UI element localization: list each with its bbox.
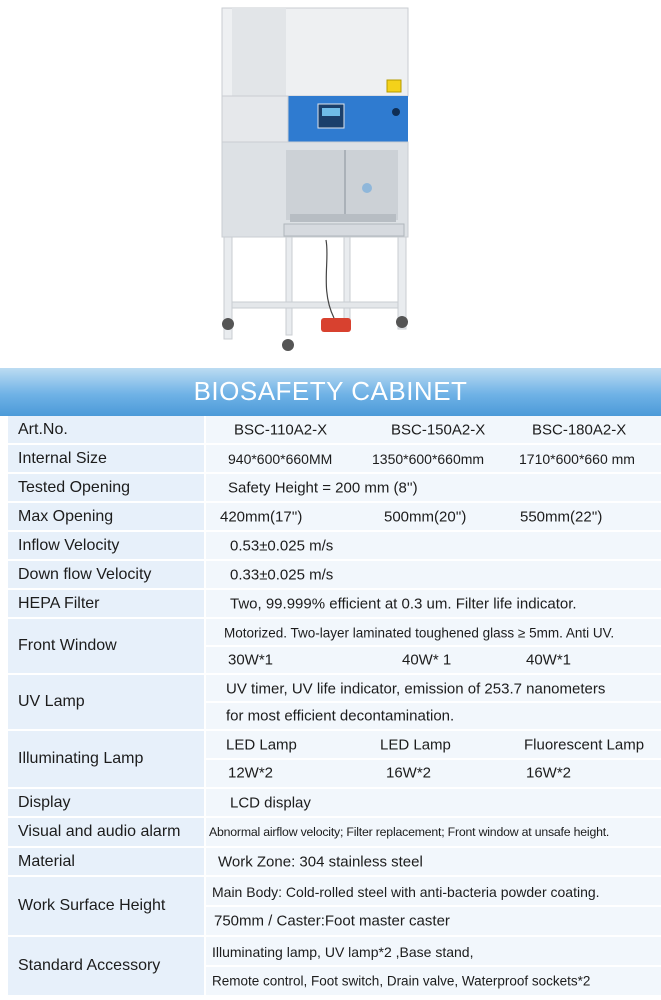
inflow-velocity-value: 0.53±0.025 m/s <box>230 537 334 554</box>
lamp-power-180: 16W*2 <box>526 764 572 782</box>
front-window-description: Motorized. Two-layer laminated toughened glass ≥ 5mm. Anti UV. <box>224 625 615 640</box>
row-internal-size <box>8 445 661 472</box>
accessory-line-2: Remote control, Foot switch, Drain valve, Waterproof sockets*2 <box>212 973 591 988</box>
lamp-power-110: 12W*2 <box>228 764 274 782</box>
down-flow-velocity-value: 0.33±0.025 m/s <box>230 566 334 583</box>
hepa-filter-value: Two, 99.999% efficient at 0.3 um. Filter life indicator. <box>230 595 577 612</box>
uv-lamp-line-1: UV timer, UV life indicator, emission of 253.7 nanometers <box>226 680 606 697</box>
model-110: BSC-110A2-X <box>234 421 328 438</box>
row-standard-accessory <box>8 937 661 995</box>
lamp-type-110: LED Lamp <box>226 736 297 754</box>
row-label: Work Surface Height <box>18 897 166 914</box>
row-uv-lamp <box>8 675 661 729</box>
product-photo <box>0 0 661 368</box>
row-material <box>8 848 661 875</box>
page-title: BIOSAFETY CABINET <box>193 376 468 406</box>
biosafety-cabinet-illustration <box>0 0 661 368</box>
row-label: Art.No. <box>18 420 68 438</box>
model-180: BSC-180A2-X <box>532 421 627 438</box>
front-window-180: 40W*1 <box>526 651 572 668</box>
title-banner <box>0 368 661 416</box>
max-opening-180: 550mm(22'') <box>520 508 603 525</box>
row-illuminating-lamp <box>8 731 661 787</box>
row-label: Display <box>18 793 71 811</box>
row-front-window <box>8 619 661 673</box>
row-work-surface-height <box>8 877 661 935</box>
row-inflow-velocity <box>8 532 661 559</box>
tested-opening-value: Safety Height = 200 mm (8'') <box>228 479 418 496</box>
row-label: Visual and audio alarm <box>18 823 181 840</box>
accessory-line-1: Illuminating lamp, UV lamp*2 ,Base stand, <box>212 943 474 960</box>
row-label: Internal Size <box>18 449 107 467</box>
row-label: Illuminating Lamp <box>18 750 144 767</box>
row-tested-opening <box>8 474 661 501</box>
lamp-power-150: 16W*2 <box>386 764 432 782</box>
main-body-value: Main Body: Cold-rolled steel with anti-bacteria powder coating. <box>212 883 600 900</box>
row-label: HEPA Filter <box>18 594 100 612</box>
alarm-value: Abnormal airflow velocity; Filter replacement; Front window at unsafe height. <box>209 825 610 839</box>
model-150: BSC-150A2-X <box>391 421 486 438</box>
lamp-type-180: Fluorescent Lamp <box>524 736 645 754</box>
work-surface-height-value: 750mm / Caster:Foot master caster <box>214 912 450 929</box>
row-display <box>8 789 661 816</box>
max-opening-150: 500mm(20'') <box>384 508 467 525</box>
row-visual-audio-alarm <box>8 818 661 846</box>
row-art-no <box>8 416 661 443</box>
row-label: Max Opening <box>18 507 114 525</box>
size-150: 1350*600*660mm <box>372 450 485 467</box>
specification-table <box>8 416 661 1000</box>
row-label: UV Lamp <box>18 693 85 710</box>
row-hepa-filter <box>8 590 661 617</box>
front-window-150: 40W* 1 <box>402 651 452 668</box>
row-label: Tested Opening <box>18 478 131 496</box>
front-window-110: 30W*1 <box>228 651 274 668</box>
uv-lamp-line-2: for most efficient decontamination. <box>226 707 455 724</box>
display-value: LCD display <box>230 794 311 811</box>
row-max-opening <box>8 503 661 530</box>
row-down-flow-velocity <box>8 561 661 588</box>
size-110: 940*600*660MM <box>228 450 333 467</box>
size-180: 1710*600*660 mm <box>519 450 635 467</box>
material-value: Work Zone: 304 stainless steel <box>218 853 423 870</box>
lamp-type-150: LED Lamp <box>380 736 451 754</box>
row-label: Standard Accessory <box>18 957 161 974</box>
row-label: Inflow Velocity <box>18 536 120 554</box>
row-label: Material <box>18 852 75 870</box>
max-opening-110: 420mm(17'') <box>220 508 303 525</box>
row-label: Down flow Velocity <box>18 565 152 583</box>
row-label: Front Window <box>18 637 117 654</box>
